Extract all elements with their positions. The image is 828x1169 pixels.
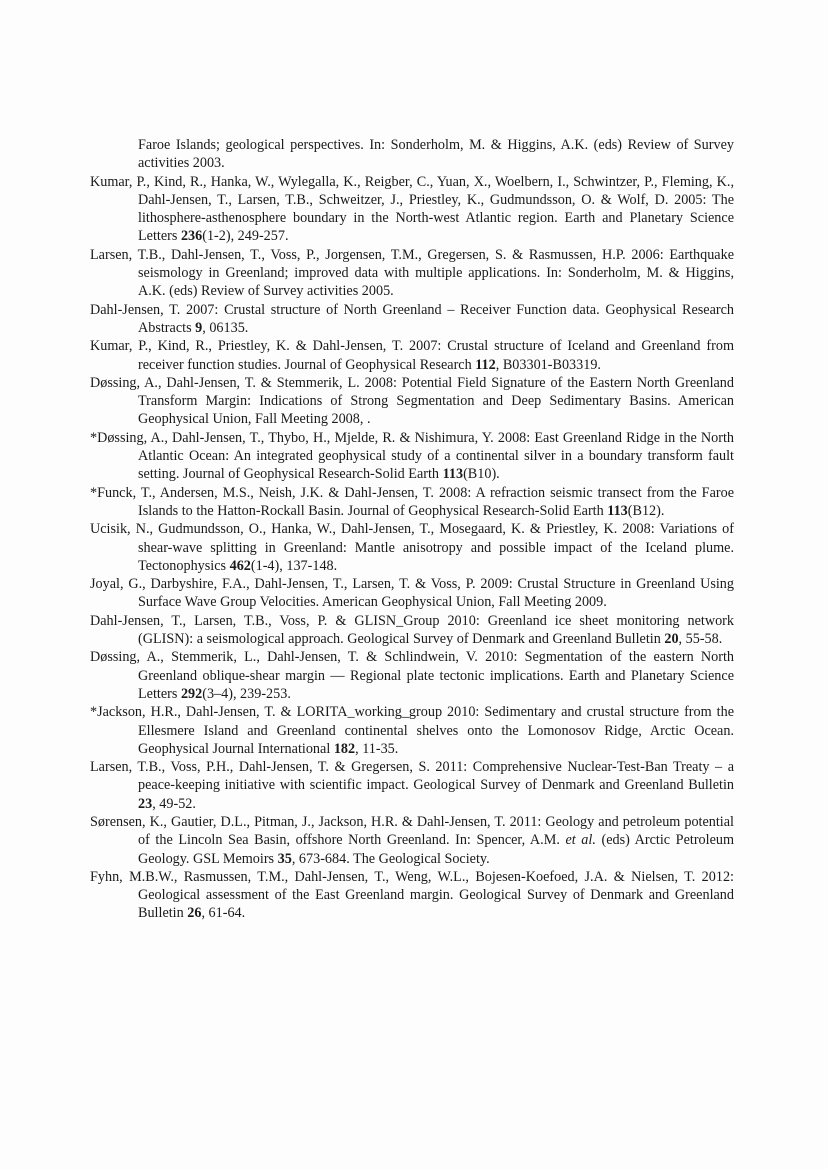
reference-entry bbox=[90, 868, 734, 923]
reference-entry bbox=[90, 612, 734, 649]
reference-volume: 23 bbox=[138, 795, 153, 812]
reference-text: Fyhn, M.B.W., Rasmussen, T.M., Dahl-Jensen, T., Weng, W.L., Bojesen-Koefoed, J.A. & Nielsen, T. 2012: Geological assessment of the East Greenland margin. Geological Survey of Denmark and Greenland Bulletin bbox=[90, 868, 734, 922]
reference-text: Dahl-Jensen, T. 2007: Crustal structure of North Greenland – Receiver Function data. Geophysical Research Abstracts bbox=[90, 301, 734, 336]
reference-volume: 462 bbox=[229, 557, 251, 574]
reference-entry bbox=[90, 703, 734, 758]
reference-entry bbox=[90, 337, 734, 374]
reference-volume: 35 bbox=[277, 850, 292, 867]
reference-text: (3–4), 239-253. bbox=[202, 685, 291, 702]
reference-text: Kumar, P., Kind, R., Hanka, W., Wylegalla, K., Reigber, C., Yuan, X., Woelbern, I., Schwintzer, P., Fleming, K., Dahl-Jensen, T., Larsen, T.B., Schweitzer, J., Priestley, K., Gudmundsson, O. & Wolf, D. 2005: The lithosphere-asthenosphere boundary in the North-west Atlantic region. Earth and Planetary Science Letters bbox=[90, 173, 734, 245]
reference-text: Døssing, A., Dahl-Jensen, T. & Stemmerik, L. 2008: Potential Field Signature of the Eastern North Greenland Transform Margin: Indications of Strong Segmentation and Deep Sedimentary Basins. American Geophysical Union, Fall Meeting 2008, . bbox=[90, 374, 734, 428]
reference-text: , 673-684. The Geological Society. bbox=[291, 850, 490, 867]
reference-entry bbox=[90, 575, 734, 612]
reference-volume: 182 bbox=[333, 740, 356, 757]
reference-text: Døssing, A., Stemmerik, L., Dahl-Jensen, T. & Schlindwein, V. 2010: Segmentation of the eastern North Greenland oblique-shear margin — Regional plate tectonic implications. Earth and Planetary Science Letters bbox=[90, 649, 734, 702]
reference-volume: 112 bbox=[475, 356, 496, 373]
reference-text: , 55-58. bbox=[678, 631, 723, 648]
reference-text: Kumar, P., Kind, R., Priestley, K. & Dahl-Jensen, T. 2007: Crustal structure of Iceland and Greenland from receiver function studies. Journal of Geophysical Research bbox=[90, 338, 734, 373]
reference-text: *Funck, T., Andersen, M.S., Neish, J.K. & Dahl-Jensen, T. 2008: A refraction seismic transect from the Faroe Islands to the Hatton-Rockall Basin. Journal of Geophysical Research-Solid Earth bbox=[90, 484, 734, 519]
reference-text: , 49-52. bbox=[152, 795, 196, 812]
reference-text: (B12). bbox=[627, 502, 665, 519]
reference-entry bbox=[90, 429, 734, 484]
reference-text: , 61-64. bbox=[201, 905, 246, 922]
reference-text: Larsen, T.B., Dahl-Jensen, T., Voss, P., Jorgensen, T.M., Gregersen, S. & Rasmussen, H.P. 2006: Earthquake seismology in Greenland; improved data with multiple applications. In: Sonderholm, M. & Higgins, A.K. (eds) Review of Survey activities 2005. bbox=[90, 246, 734, 300]
reference-text: Joyal, G., Darbyshire, F.A., Dahl-Jensen, T., Larsen, T. & Voss, P. 2009: Crustal Structure in Greenland Using Surface Wave Group Velocities. American Geophysical Union, Fall Meeting 2009. bbox=[90, 576, 734, 611]
reference-entry bbox=[90, 246, 734, 301]
reference-volume: 113 bbox=[607, 502, 628, 519]
reference-text: (1-2), 249-257. bbox=[202, 228, 289, 245]
reference-text: Larsen, T.B., Voss, P.H., Dahl-Jensen, T. & Gregersen, S. 2011: Comprehensive Nuclear-Test-Ban Treaty – a peace-keeping initiative with scientific impact. Geological Survey of Denmark and Greenland Bulletin bbox=[90, 759, 734, 794]
reference-text: *Jackson, H.R., Dahl-Jensen, T. & LORITA_working_group 2010: Sedimentary and crustal structure from the Ellesmere Island and Greenland continental shelves onto the Lomonosov Ridge, Arctic Ocean. Geophysical Journal International bbox=[90, 704, 734, 757]
reference-text: *Døssing, A., Dahl-Jensen, T., Thybo, H., Mjelde, R. & Nishimura, Y. 2008: East Greenland Ridge in the North Atlantic Ocean: An integrated geophysical study of a continental silver in a boundary transform fault setting. Journal of Geophysical Research-Solid Earth bbox=[90, 429, 734, 483]
reference-volume: 236 bbox=[180, 228, 203, 245]
reference-text: Sørensen, K., Gautier, D.L., Pitman, J., Jackson, H.R. & Dahl-Jensen, T. 2011: Geology and petroleum potential of the Lincoln Sea Basin, offshore North Greenland. In: Spencer, A.M. bbox=[90, 813, 734, 849]
reference-entry bbox=[90, 301, 734, 338]
reference-entry bbox=[90, 813, 734, 868]
reference-entry bbox=[90, 136, 734, 173]
reference-text: , B03301-B03319. bbox=[495, 356, 601, 373]
reference-text: , 11-35. bbox=[355, 740, 399, 757]
reference-volume: 292 bbox=[180, 685, 203, 702]
reference-text: Ucisik, N., Gudmundsson, O., Hanka, W., Dahl-Jensen, T., Mosegaard, K. & Priestley, K. 2008: Variations of shear-wave splitting in Greenland: Mantle anisotropy and possible impact of the Iceland plume. Tectonophysics bbox=[90, 521, 734, 574]
reference-text: (B10). bbox=[463, 466, 500, 483]
reference-text: (eds) Arctic Petroleum Geology. GSL Memoirs bbox=[138, 832, 735, 867]
reference-text: Faroe Islands; geological perspectives. In: Sonderholm, M. & Higgins, A.K. (eds) Review of Survey activities 2003. bbox=[138, 137, 734, 172]
reference-entry bbox=[90, 520, 734, 575]
reference-volume: 26 bbox=[187, 905, 202, 922]
reference-list bbox=[90, 136, 734, 923]
reference-volume: 9 bbox=[195, 319, 203, 336]
reference-text: (1-4), 137-148. bbox=[250, 557, 338, 574]
reference-volume: 20 bbox=[664, 631, 679, 648]
reference-entry bbox=[90, 173, 734, 246]
reference-entry bbox=[90, 484, 734, 521]
reference-text: Dahl-Jensen, T., Larsen, T.B., Voss, P. & GLISN_Group 2010: Greenland ice sheet monitoring network (GLISN): a seismological approach. Geological Survey of Denmark and Greenland Bulletin bbox=[90, 612, 734, 648]
reference-entry bbox=[90, 374, 734, 429]
reference-entry bbox=[90, 648, 734, 703]
reference-entry bbox=[90, 758, 734, 813]
reference-italic-text: et al. bbox=[565, 832, 596, 849]
reference-volume: 113 bbox=[442, 466, 464, 483]
reference-text: , 06135. bbox=[202, 319, 249, 336]
